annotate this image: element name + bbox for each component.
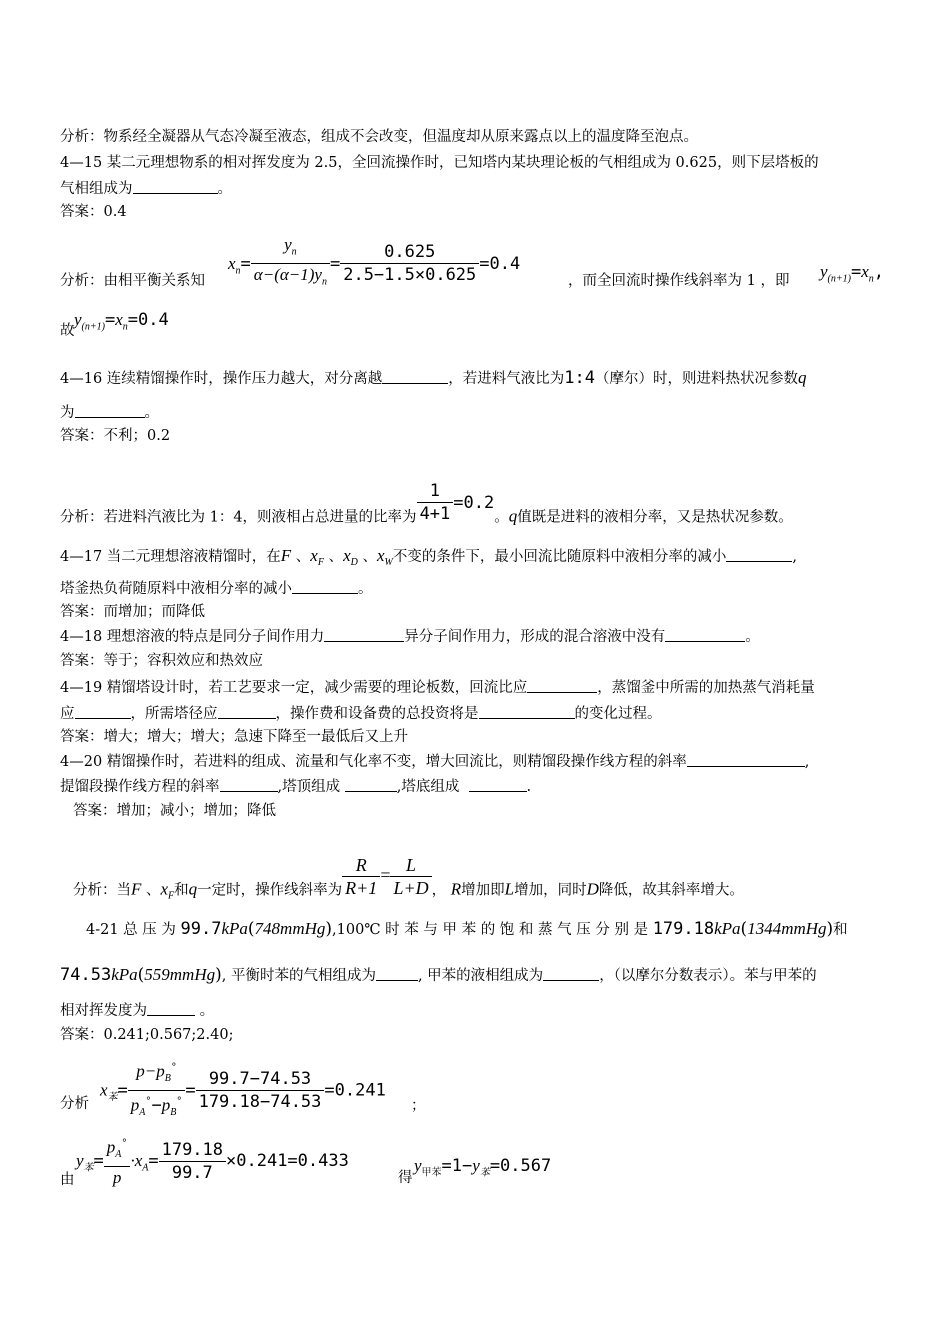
question-4-17-line2: 塔釜热负荷随原料中液相分率的减小 。 <box>60 581 373 597</box>
answer-blank <box>324 627 404 642</box>
question-4-20-line2: 提馏段操作线方程的斜率 ,塔顶组成 ,塔底组成 . <box>60 779 532 795</box>
analysis-4-14: 分析：物系经全凝器从气态冷凝至液态，组成不会改变，但温度却从原来露点以上的温度降至泡点。 <box>60 129 698 145</box>
analysis-4-15-text: 分析：由相平衡关系知 <box>60 273 205 289</box>
answer-blank <box>147 1001 195 1016</box>
equation-result-4-15: $y_{(n+1)}=x_n=0.4$ <box>74 310 169 333</box>
question-4-21-line3: 相对挥发度为 。 <box>60 1003 215 1019</box>
answer-blank <box>479 704 575 719</box>
question-4-16-line2: 为 。 <box>60 405 159 421</box>
question-4-21-line2: 74.53kPa(559mmHg), 平衡时苯的气相组成为 , 甲苯的液相组成为 ，（以摩尔分数表示）。苯与甲苯的 <box>60 965 817 985</box>
analysis-4-21-you: 由 <box>60 1172 75 1188</box>
answer-4-20: 答案：增加；减小；增加；降低 <box>73 803 276 819</box>
answer-4-18: 答案：等于；容积效应和热效应 <box>60 653 263 669</box>
equation-4-16: $\frac{1}{4+1}$ =0.2 <box>417 493 495 513</box>
fraction: $\frac{y_n}{\alpha-(\alpha-1)y_n}$ <box>251 234 330 294</box>
equation-4-21-x: $x_苯=$ $\frac{p-p_B^\circ}{p_A^\circ-p_B^\circ}$ = $\frac{99.7-74.53}{179.18-74.53}$ =0.241 <box>100 1057 386 1124</box>
answer-4-19: 答案：增大；增大；增大；急速下降至一最低后又上升 <box>60 729 408 745</box>
fraction: $\frac{0.625}{2.5-1.5\times 0.625}$ <box>340 241 479 286</box>
analysis-4-15-gu: 故 <box>60 323 75 339</box>
answer-blank <box>345 777 397 792</box>
answer-blank <box>75 704 131 719</box>
answer-4-15: 答案：0.4 <box>60 204 127 220</box>
answer-blank <box>469 777 527 792</box>
answer-blank <box>687 752 805 767</box>
answer-blank <box>527 678 597 693</box>
answer-blank <box>382 369 448 384</box>
analysis-4-16: 分析：若进料汽液比为 1：4，则液相占总进量的比率为 $\frac{1}{4+1}$ =0.2。q值既是进料的液相分率，又是热状况参数。 <box>60 481 793 526</box>
answer-blank <box>376 966 418 981</box>
equation-4-20: $\frac{R}{R+1}$ = $\frac{L}{L+D}$ <box>342 865 431 885</box>
analysis-4-21-de: 得 <box>398 1170 413 1186</box>
answer-4-16: 答案：不利；0.2 <box>60 428 171 444</box>
question-4-18: 4—18 理想溶液的特点是同分子间作用力 异分子间作用力，形成的混合溶液中没有 。 <box>60 629 760 645</box>
question-4-21-line1: 4-21 总 压 为 99.7kPa(748mmHg),100℃ 时 苯 与 甲 苯 的 饱 和 蒸 气 压 分 别 是 179.18kPa(1344mmHg)和 <box>86 919 848 939</box>
equation-4-15: $x_n=$ $\frac{y_n}{\alpha-(\alpha-1)y_n}$ = $\frac{0.625}{2.5-1.5\times 0.625}$ =0.4 <box>228 234 520 294</box>
question-4-20-line1: 4—20 精馏操作时，若进料的组成、流量和气化率不变，增大回流比，则精馏段操作线方程的斜率 , <box>60 754 810 770</box>
equation-4-21-ytol: $y_{甲苯}=1-y_苯=0.567$ <box>414 1156 552 1179</box>
question-4-19-line2: 应 ，所需塔径应 ，操作费和设备费的总投资将是 的变化过程。 <box>60 706 662 722</box>
answer-blank <box>292 579 358 594</box>
question-4-16-line1: 4—16 连续精馏操作时，操作压力越大，对分离越 ，若进料气液比为1:4（摩尔）时，则进料热状况参数q <box>60 368 807 388</box>
answer-blank <box>220 777 278 792</box>
answer-blank <box>218 704 276 719</box>
equation-y-n1: $y_{(n+1)}=x_n$, <box>820 262 885 285</box>
analysis-4-15-mid: ，而全回流时操作线斜率为 1 ，即 <box>568 273 790 289</box>
question-4-15-line1: 4—15 某二元理想物系的相对挥发度为 2.5，全回流操作时，已知塔内某块理论板的气相组成为 0.625，则下层塔板的 <box>60 155 819 171</box>
answer-blank <box>543 966 599 981</box>
semicolon: ； <box>411 1098 426 1114</box>
analysis-4-20: 分析：当F 、$x_F$和q一定时，操作线斜率为 $\frac{R}{R+1}$ = $\frac{L}{L+D}$ ， R增加即L增加，同时D降低，故其斜率增大。 <box>73 855 744 902</box>
answer-4-17: 答案：而增加；而降低 <box>60 604 205 620</box>
answer-4-21: 答案：0.241;0.567;2.40; <box>60 1027 234 1043</box>
answer-blank <box>75 403 145 418</box>
answer-blank <box>726 547 792 562</box>
equation-4-21-y: $y_苯=$ $\frac{p_A^\circ}{p}$ $\cdot x_A=$ $\frac{179.18}{99.7}$ ×0.241=0.433 <box>76 1133 349 1189</box>
question-4-15-line2: 气相组成为 。 <box>60 181 232 197</box>
question-4-19-line1: 4—19 精馏塔设计时，若工艺要求一定，减少需要的理论板数，回流比应 ，蒸馏釜中所需的加热蒸气消耗量 <box>60 680 815 696</box>
analysis-4-21-label: 分析 <box>60 1096 89 1112</box>
answer-blank <box>665 627 745 642</box>
question-4-17-line1: 4—17 当二元理想溶液精馏时，在F 、$x_F$ 、$x_D$ 、$x_W$不变的条件下，最小回流比随原料中液相分率的减小 , <box>60 546 797 568</box>
answer-blank <box>133 179 218 194</box>
